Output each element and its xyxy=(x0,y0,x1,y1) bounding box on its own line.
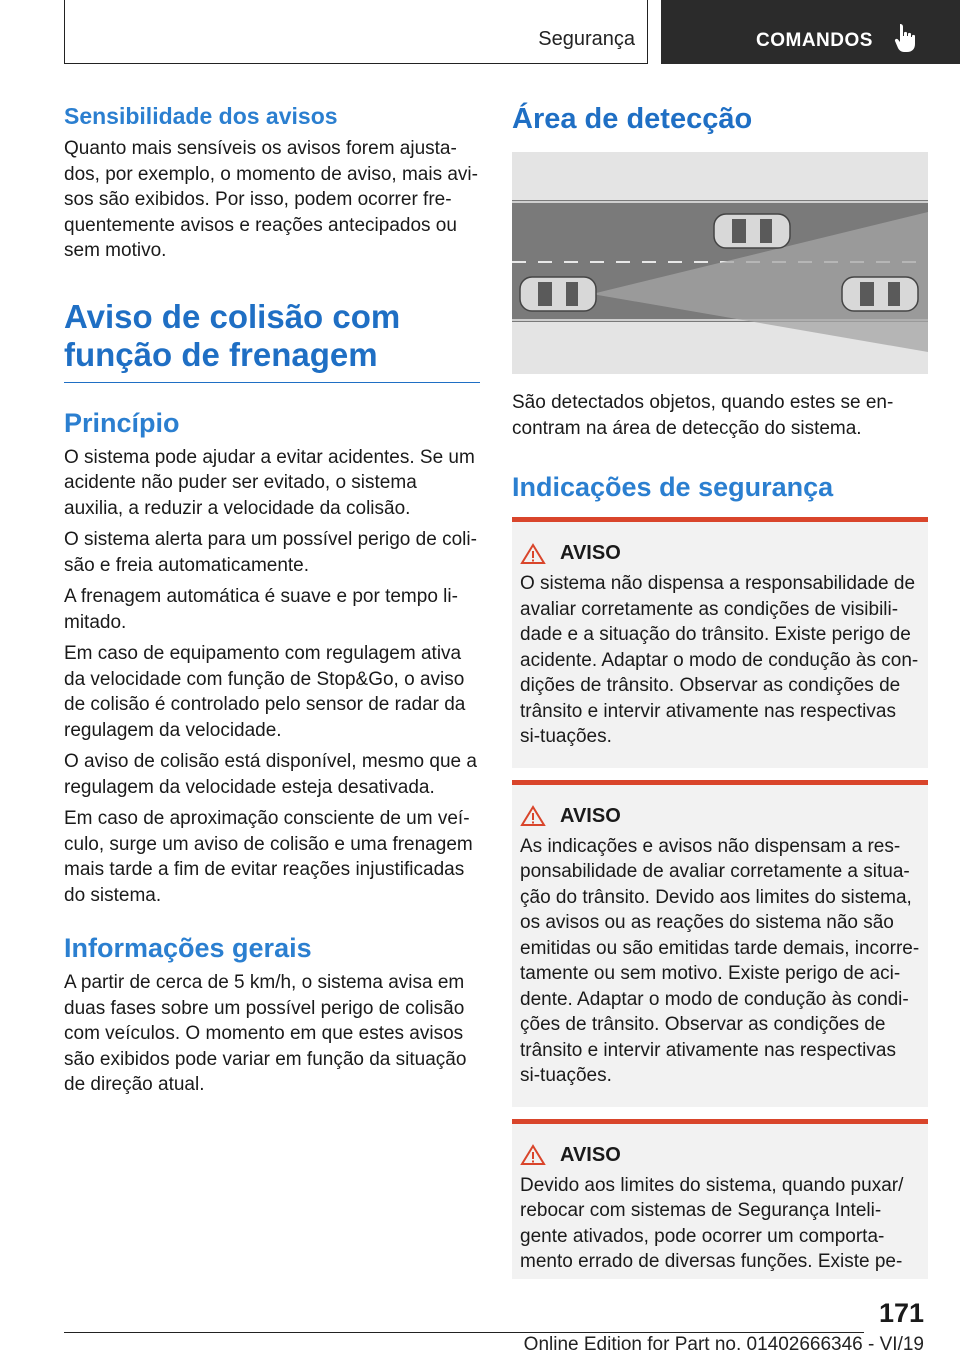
principle-paragraph: O sistema alerta para um possível perigo de coli-são e freia automaticamente. xyxy=(64,529,477,576)
car-icon xyxy=(714,214,790,248)
warning-text: Devido aos limites do sistema, quando puxar/ rebocar com sistemas de Segurança Inteli-gente ativados, pode ocorrer um comporta-mento errado de diversas funções. Existe pe- xyxy=(520,1174,904,1272)
chapter-tab xyxy=(661,0,960,64)
warning-triangle-icon xyxy=(520,1144,546,1166)
detection-area-heading: Área de detecção xyxy=(512,103,753,135)
car-icon xyxy=(520,277,596,311)
sensitivity-text: Quanto mais sensíveis os avisos forem ajusta-dos, por exemplo, o momento de aviso, mais avi-sos são exibidos. Por isso, podem ocorrer fre-quentemente avisos e reações antecipados ou sem motivo. xyxy=(64,138,478,261)
section-tab xyxy=(64,0,648,64)
general-info-text: A partir de cerca de 5 km/h, o sistema avisa em duas fases sobre um possível perigo de colisão com veículos. O momento em que estes avisos são exibidos pode variar em função da situação de direção atual. xyxy=(64,972,467,1095)
footer-divider xyxy=(64,1332,864,1333)
left-column xyxy=(64,100,480,1104)
page-number: 171 xyxy=(878,1298,924,1328)
warning-box xyxy=(512,517,928,768)
warning-label: AVISO xyxy=(560,542,621,564)
warning-triangle-icon xyxy=(520,805,546,827)
edition-note: Online Edition for Part no. 01402666346 - VI/19 xyxy=(523,1334,924,1355)
section-label: Segurança xyxy=(538,28,635,50)
detection-area-figure xyxy=(512,152,928,374)
principle-paragraph: A frenagem automática é suave e por tempo li-mitado. xyxy=(64,586,458,633)
page-footer xyxy=(0,1290,960,1362)
general-info-heading: Informações gerais xyxy=(64,933,312,963)
warning-box xyxy=(512,1119,928,1279)
car-icon xyxy=(842,277,918,311)
warning-label: AVISO xyxy=(560,1143,621,1166)
warning-text: O sistema não dispensa a responsabilidade de avaliar corretamente as condições de visibili-dade e a situação do trânsito. Existe perigo de acidente. Adaptar o modo de condução às con-dições de trânsito. Observar as condições de trânsito e intervir ativamente nas respectivas si-tuações. xyxy=(520,573,919,747)
hand-pointer-icon xyxy=(893,22,919,54)
sensitivity-heading: Sensibilidade dos avisos xyxy=(64,103,338,129)
right-column xyxy=(512,100,928,1291)
principle-paragraph: O aviso de colisão está disponível, mesmo que a regulagem da velocidade esteja desativada. xyxy=(64,751,477,798)
warning-label: AVISO xyxy=(560,804,621,827)
warning-triangle-icon xyxy=(520,543,546,565)
safety-heading: Indicações de segurança xyxy=(512,472,834,502)
principle-paragraph: Em caso de equipamento com regulagem ativa da velocidade com função de Stop&Go, o aviso de colisão é controlado pelo sensor de radar da regulagem da velocidade. xyxy=(64,643,466,741)
principle-paragraph: Em caso de aproximação consciente de um veí-culo, surge um aviso de colisão e uma frenagem mais tarde a fim de evitar reações injustificadas do sistema. xyxy=(64,808,473,906)
principle-heading: Princípio xyxy=(64,407,180,438)
warning-text: As indicações e avisos não dispensam a res-ponsabilidade de avaliar corretamente a situa-ção do trânsito. Devido aos limites do sistema, os avisos ou as reações do sistema não são emitidas ou são emitidas tarde demais, incorre-tamente ou sem motivo. Existe perigo de aci-dente. Adaptar o modo de condução às condi-ções de trânsito. Observar as condições de trânsito e intervir ativamente nas respectivas si-tuações. xyxy=(520,835,920,1086)
chapter-label: COMANDOS xyxy=(756,30,873,51)
detection-area-illustration xyxy=(512,152,928,374)
warning-box xyxy=(512,780,928,1107)
detection-area-text: São detectados objetos, quando estes se en-contram na área de detecção do sistema. xyxy=(512,392,894,439)
page-header xyxy=(0,0,960,66)
principle-paragraph: O sistema pode ajudar a evitar acidentes. Se um acidente não puder ser evitado, o sistema auxilia, a reduzir a velocidade da colisão. xyxy=(64,446,475,519)
main-heading: Aviso de colisão com função de frenagem xyxy=(64,298,480,383)
